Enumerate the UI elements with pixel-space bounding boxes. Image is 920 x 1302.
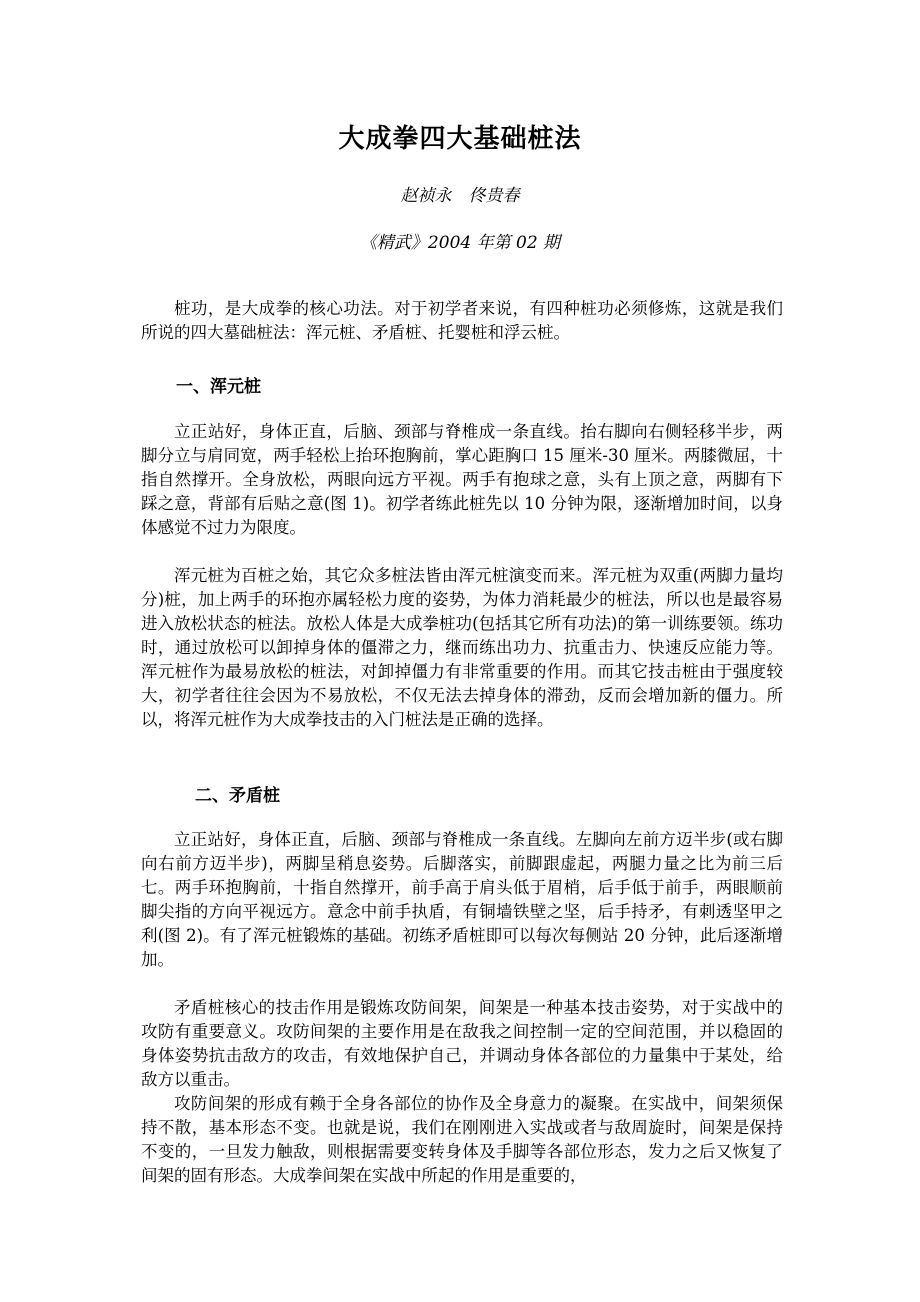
maodun-paragraph-2: 矛盾桩核心的技击作用是锻炼攻防间架，间架是一种基本技击姿势，对于实战中的攻防有重要意义。攻防间架的主要作用是在敌我之间控制一定的空间范围，并以稳固的身体姿势抗击敌方的攻击，有效地保护自己，并调动身体各部位的力量集中于某处，给敌方以重击。: [141, 998, 783, 1089]
authors: 赵祯永 佟贵春: [400, 186, 520, 206]
maodun-paragraph-3: 攻防间架的形成有赖于全身各部位的协作及全身意力的凝聚。在实战中，间架须保持不散，基本形态不变。也就是说，我们在刚刚进入实战或者与敌周旋时，间架是保持不变的，一旦发力触敌，则根据需要变转身体及手脚等各部位形态，发力之后又恢复了间架的固有形态。大成拳间架在实战中所起的作用是重要的，: [141, 1094, 783, 1185]
maodun-paragraph-1: 立正站好，身体正直，后脑、颈部与脊椎成一条直线。左脚向左前方迈半步(或右脚向右前方迈半步)，两脚呈稍息姿势。后脚落实，前脚跟虚起，两腿力量之比为前三后七。两手环抱胸前，十指自然撑开，前手高于肩头低于眉梢，后手低于前手，两眼顺前脚尖指的方向平视远方。意念中前手执盾，有铜墙铁壁之坚，后手持矛，有刺透坚甲之利(图 2)。有了浑元桩锻炼的基础。初练矛盾桩即可以每次每侧站 20 分钟，此后逐渐增加。: [141, 830, 783, 969]
intro-paragraph: 桩功，是大成拳的核心功法。对于初学者来说，有四种桩功必须修炼，这就是我们所说的四大墓础桩法：浑元桩、矛盾桩、托婴桩和浮云桩。: [141, 299, 783, 342]
section-heading-maodun: 二、矛盾桩: [195, 786, 280, 806]
hunyuan-paragraph-2: 浑元桩为百桩之始，其它众多桩法皆由浑元桩演变而来。浑元桩为双重(两脚力量均分)桩，加上两手的环抱亦属轻松力度的姿势，为体力消耗最少的桩法，所以也是最容易进入放松状态的桩法。放松人体是大成拳桩功(包括其它所有功法)的第一训练要领。练功时，通过放松可以卸掉身体的僵滞之力，继而练出功力、抗重击力、快速反应能力等。浑元桩作为最易放松的桩法，对卸掉僵力有非常重要的作用。而其它技击桩由于强度较大，初学者往往会因为不易放松，不仅无法去掉身体的滞劲，反而会增加新的僵力。所以，将浑元桩作为大成拳技击的入门桩法是正确的选择。: [141, 566, 783, 729]
hunyuan-paragraph-1: 立正站好，身体正直，后脑、颈部与脊椎成一条直线。抬右脚向右侧轻移半步，两脚分立与肩同宽，两手轻松上抬环抱胸前，掌心距胸口 15 厘米-30 厘米。两膝微屈，十指自然撑开。全身放松，两眼向远方平视。两手有抱球之意，头有上顶之意，两脚有下踩之意，背部有后贴之意(图 1)。初学者练此桩先以 10 分钟为限，逐渐增加时间，以身体感觉不过力为限度。: [141, 422, 783, 537]
publication-source: 《精武》2004 年第 02 期: [359, 233, 561, 253]
document-title: 大成拳四大基础桩法: [338, 124, 582, 154]
section-heading-hunyuan: 一、浑元桩: [176, 377, 261, 397]
